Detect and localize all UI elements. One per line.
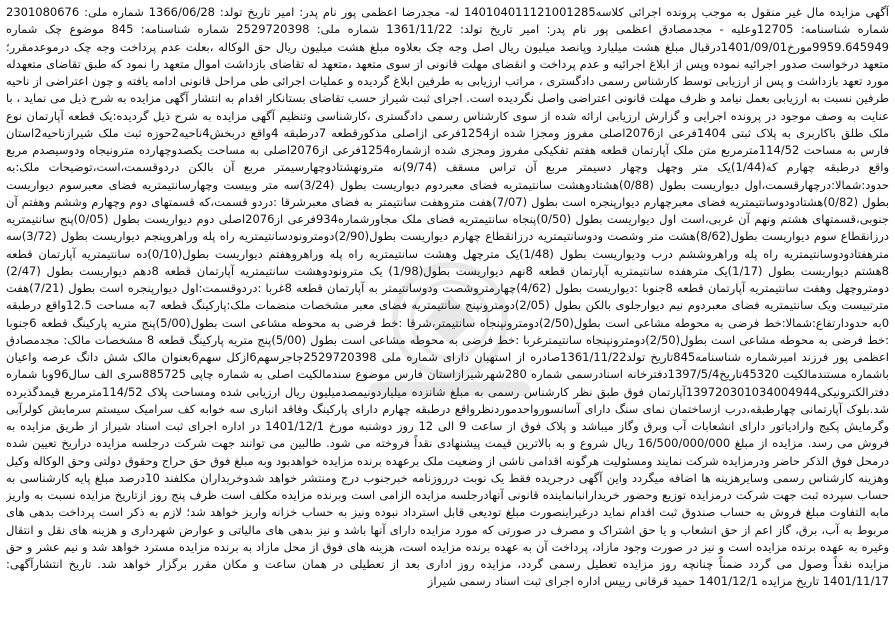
notice-text: آگهی مزایده مال غیر منقول به موجب پرونده اجرائی کلاسه140104011121001285 له- مجدرضا اعظمی پور نام پدر: امیر تاریخ تولد: 1366/06/28 شماره ملی: 2301080676 شماره شناسنامه: 12705وعلیه - مجدمصادق اعظمی پور نام پدر: امیر تاریخ تولد: 1361/11/22 شماره ملی: 2529720398 شماره شناسنامه: 845 موضوع چک شماره 9959.645949مورخ1401/09/01درقبال مبلغ هشت میلیارد وپانصد میلیون ریال اصل وجه چک بعلاوه مبلغ هشت میلیون ریال حق الوکاله ،بعلت عدم پرداخت وجه چک درموعدمقرر؛ متعهد درخواست صدور اجرائیه نموده وپس از ابلاغ اجرائیه و عدم پرداخت و انقضای مهلت قانونی از سوی متعهد ،متعهد له تقاضای بازداشت اموال متعهد را نمود که طبق تقاضای متعهدله مورد تعهد بازداشت و پس از ارزیابی توسط کارشناس رسمی دادگستری ، مراتب ارزیابی به طرفین ابلاغ گردیده و عملیات اجرائی طی مراحل قانونی ادامه یافته و چون اعتراضی از ناحیه طرفین نسبت به ارزیابی بعمل نیامد و ظرف مهلت قانونی اعتراضی واصل نگردیده است. اجرای ثبت شیراز حسب تقاضای بستانکار اقدام به انتشار آگهی مزایده به شرح ذیل می نماید ، با عنایت به وصف موجود در پرونده اجرایی و گزارش ارزیابی ارائه شده از سوی کارشناس رسمی دادگستری ،کارشناسی وتنظیم آگهی مزایده به شرح ذیل گردیده:یک قطعه آپارتمان نوع ملک طلق باکاربری به پلاک ثبتی 1404فرعی از2076اصلی مفروز ومجزا شده از1254فرعی ازاصلی مذکورقطعه 7درطبقه 4واقع دربخش4ناحیه2حوزه ثبت ملک شیرازناحیه2استان فارس به مساحت 114/52مترمربع متن ملک آپارتمان قطعه هفتم تفکیکی مفروز ومجزی شده ازشماره1254فرعی از2076اصلی به مساحت یکصدوچهارده مترونیجاه ودوسیصدم مربع واقع درطبقه چهارم که(1/44)یک متر وچهل وچهار دسیمتر مربع آن تراس مسقف (9/74)نه مترونهشتادوچهارسیمتر مربع آن بالکن دردوقسمت،است،توضیحات ملک:به حدود:شمالا:درچهارقسمت،اول دیواریست بطول (0/88)هشتادوهشت سانتیمتریه فضای معبردوم دیواریست بطول (3/24)سه متر وبیست وچهارسانتیمتریه فضای معبرسوم دیواریست بطول (0/82)هشتادودوسانتیمتریه فضای معبرچهارم دیوارپنجره است بطول (7/07)هفت متروهفت سانتیمتر به فضای معبرشرقا :دردو قسمت،که قسمتهای دوم وچهارم وششم وهفتم آن جنوبی،قسمتهای هشتم ونهم آن غربی،است اول دیواریست بطول (0/50)پنجاه سانتیمتریه فضای ملک مجاورشماره934فرعی از2076اصلی دوم دیواریست بطول (0/05)پنج سانتیمتریه درزانقطاع سوم دیواریست بطول(8/62)هشت متر وشصت ودوسانتیمتریه درزانقطاع چهارم دیواریست بطول(2/90)دومترونودسانتیمتریه راه پله وراهروپنجم دیواریست بطول (3/72)سه مترهفتادودوسانتیمتریه راه پله وراهروششم درب ودیواریست بطول (1/48)یک مترچهل وهشت سانتیمتریه راه پله وراهروهفتم دیواریست بطول(0/10)ده سانتیمتریه آپارتمان قطعه 8هشتم دیواریست بطول (1/17)یک مترهفده سانتیمتریه آپارتمان قطعه 8نهم دیواریست بطول(1/98) یک مترونودوهشت سانتیمتریه آپارتمان قطعه 8دهم دیواریست بطول (2/47) دومتروچهل وهفت سانتیمتریه آپارتمان قطعه 8جنوبا :دیواریست بطول (4/62)چهارمتروشصت ودوسانتیمتر به آپارتمان قطعه 8غربا :دردوقسمت:اول دیوارپنجره است بطول (7/21)هفت مترتبیست ویک سانتیمتریه فضای معبردوم نیم دیوارجلوی بالکن بطول (2/05)دومترونپنج سانتیمتریه فضای معبر مشخصات منضمات ملک:پارکینگ قطعه 7به مساحت 12.5واقع درطبقه 0به حدودارتفاع:شمالا:خط فرضی به محوطه مشاعی است بطول(2/50)دومترونپنجاه سانتیمتر،شرقا :خط فرضی به محوطه مشاعی است بطول(5/00)پنج متریه پارکینگ قطعه 6جنوبا :خط فرضی به محوطه مشاعی است بطول(2/50)دومترونپنجاه سانتیمترغربا :خط فرضی به محوطه مشاعی است بطول (5/00)پنج متریه پارکینگ قطعه 8 مشخصات مالک: مجدمصادق اعظمی پور فرزند امیرشماره شناسنامه845تاریخ تولد1361/11/22صادره از استهبان دارای شماره ملی 2529720398جاجرسهم6ازکل سهم6بعنوان مالک شش دانگ عرصه واعیان باشماره مستندمالکیت 45320تاریخ1397/5/4دفترخانه اسنادرسمی شماره 280شهرشیرازاستان فارس موضوع سندمالکیت اصلی به شماره چاپی 885725سری الف سال96وبا شماره دفترالکترونیکی139720301034004944آپارتمان فوق طبق نظر کارشناس رسمی به مبلغ شانزده میلیاردونیمصدمیلیون ریال ارزیابی شده ومساحت پلاک 114/52مترمربع قیمدگذیرده شد.بلوک آپارتمانی چهارطبقه،درب ازساختمان نمای سنگ دارای آسانسورواحدموردنظرواقع درطبقه چهارم دارای پارکینگ وفاقد انباری سه خوابه کف سرامیک سیستم سرمایش کولرآبی وگرمایش پکیج وارادیاتور دارای انشعابات آب وبرق وگاز میباشد و پلاک فوق از ساعت 9 الی 12 روز دوشنبه مورخ 1401/12/1 در اداره اجرای ثبت اسناد شیراز از طریق مزایده به فروش می رسد. مزایده از مبلغ 16/500/000/000 ریال شروع و به بالاترین قیمت پیشنهادی نقداً فروخته می شود. طالبین می توانند جهت شرکت درجلسه مزایده دراریخ تعیین شده درمحل فوق الذکر حاضر ودرمزایده شرکت نمایند ومسئولیت هرگونه اقدامی ناشی از وضعیت ملک برعهده برنده مزایده خواهدبود وبه مبلغ فوق حق حراج وحقوق دولتی وحق الوکاله وکیل وهزینه کارشناس رسمی وسایرهزینه ها اضافه میگردد واین آگهی درجریده فقط یک نوبت درروزنامه خبرجنوب درج ومنتشر خواهد شدوخریداران مکلفند 10درصد مبلغ پایه کارشناسی به حساب سپرده ثبت جهت شرکت درمزایده توزیع وحضور خریدارانبانماینده قانونی آنهادرجلسه مزایده الزامی است وبرنده مزایده مکلف است ظرف پنج روز ازتاریخ مزایده نسبت به واریز مابه التفاوت مبلغ فروش به حساب صندوق ثبت اقدام نماید درغیراینصورت مبلغ تودیعی قابل استرداد نبوده ونیز به حساب خزانه واریز خواهد شد؛ لازم به ذکر است پرداخت بدهی های مربوط به آب، برق، گاز اعم از حق انشعاب و یا حق اشتراک و مصرف در صورتی که مورد مزایده دارای آنها باشد و نیز بدهی های مالیاتی و عوارض شهرداری و هزینه های نقل و انتقال وغیره به عهده برنده مزایده است و نیز در صورت وجود مازاد، پرداخت آن به عهده برنده مزایده است، هزینه های فوق از محل مازاد به برنده مزایده مسترد خواهد شد و نیم عشر و حق مزایده نقداً وصول می گردد ضمناً چنانچه روز مزایده تعطیل رسمی گردد، مزایده روز اداری بعد از تعطیلی در همان ساعت و مکان مقرر برگزار خواهد شد. تاریخ انتشارآگهی: 1401/11/17 تاریخ مزایده 1401/12/1 حمید قرقانی رییس اداره اجرای ثبت اسناد رسمی شیراز [6,5,889,589]
auction-notice [6,4,889,628]
